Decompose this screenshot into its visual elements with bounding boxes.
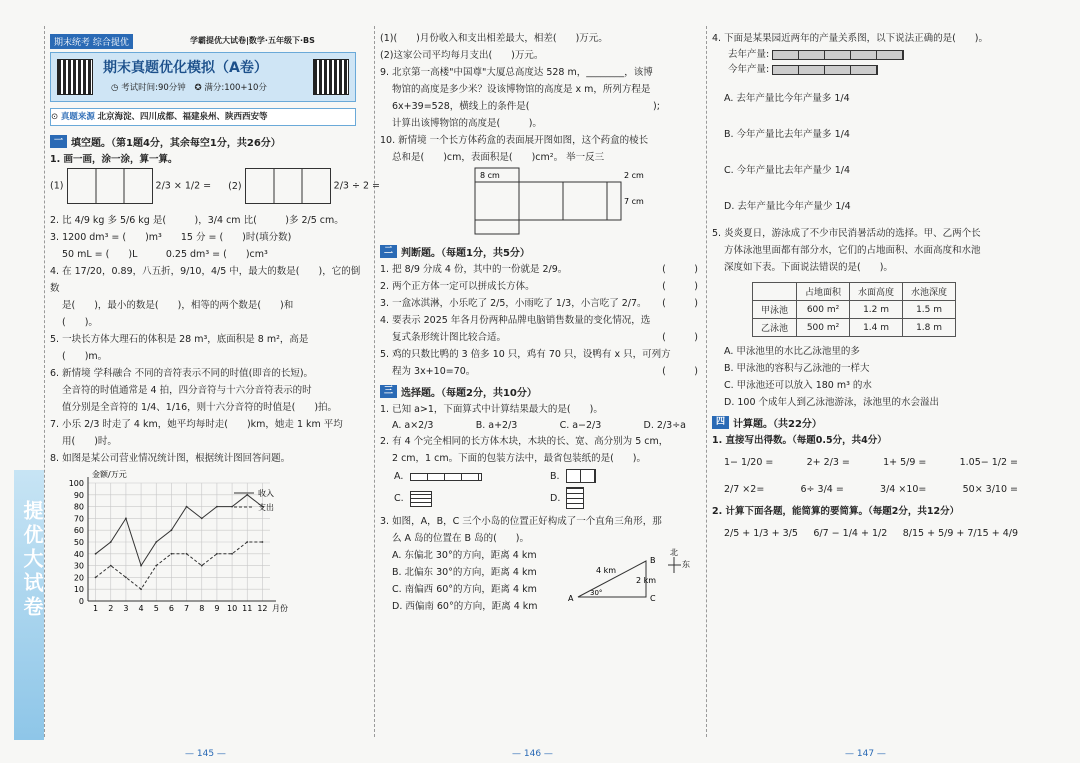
data-point: [246, 494, 248, 496]
table-header: [753, 283, 797, 301]
clock-icon: ◷: [111, 83, 119, 93]
vertex-c: C: [650, 594, 656, 603]
question-4-line-1: 4. 在 17/20，0.89，八五折，9/10，4/5 中，最大的数是( )，它的倒数: [50, 266, 361, 294]
x-axis-label: 月份: [272, 604, 288, 613]
y-tick-label: 30: [73, 561, 84, 571]
choice-2-line-2: 2 cm，1 cm。下面的包装方法中，最省包装纸的是( )。: [392, 453, 646, 464]
y-tick-label: 40: [73, 549, 84, 559]
table-cell: 1.5 m: [903, 301, 956, 319]
calc-item: 50× 3/10 =: [962, 484, 1018, 495]
option-c[interactable]: C. 甲泳池还可以放入 180 m³ 的水: [724, 380, 872, 391]
option-a[interactable]: A. 甲泳池里的水比乙泳池里的多: [724, 346, 860, 357]
data-point: [171, 553, 173, 555]
answer-paren[interactable]: ( ): [662, 366, 698, 377]
data-point: [125, 518, 127, 520]
answer-paren[interactable]: ( ): [662, 332, 698, 343]
qr-code-left[interactable]: [57, 59, 93, 95]
rectangle-diagram: [245, 168, 331, 204]
x-tick-label: 8: [199, 604, 205, 613]
question-2: 2. 比 4/9 kg 多 5/6 kg 是( )，3/4 cm 比( )多 2/5 cm。: [50, 215, 344, 226]
data-point: [155, 541, 157, 543]
data-point: [110, 565, 112, 567]
judge-1: [380, 261, 698, 278]
option-d[interactable]: D.: [550, 493, 561, 504]
data-point: [186, 553, 188, 555]
question-4-line-2: 是( )，最小的数是( )，相等的两个数是( )和: [62, 300, 294, 311]
section-judge: [380, 244, 698, 259]
question-1: 1. 画一画，涂一涂，算一算。: [50, 154, 178, 165]
x-tick-label: 1: [93, 604, 99, 613]
data-point: [216, 553, 218, 555]
question-3-line-2: 50 mL = ( )L 0.25 dm³ = ( )cm³: [62, 249, 268, 260]
table-cell: 500 m²: [797, 319, 850, 337]
section-number: 二: [380, 245, 397, 258]
question-7-line-2: 用( )时。: [62, 436, 117, 447]
q1b-expression: 2/3 ÷ 2 =: [333, 180, 380, 192]
question-5-line-2: 方体泳池里面都有部分水，它们的占地面积、水面高度和水池: [724, 245, 981, 256]
calc-item: 1− 1/20 =: [724, 457, 774, 468]
table-cell: 1.8 m: [903, 319, 956, 337]
page-number: — 146 —: [512, 749, 553, 759]
x-tick-label: 11: [242, 604, 253, 613]
x-tick-label: 3: [123, 604, 129, 613]
judge-3: [380, 295, 698, 312]
width-label: 8 cm: [480, 171, 500, 180]
section-fill-blank: [50, 134, 368, 149]
table-header: 水面高度: [850, 283, 903, 301]
this-year-bar-row: [712, 62, 1030, 77]
y-tick-label: 80: [73, 502, 84, 512]
data-point: [140, 588, 142, 590]
x-tick-label: 2: [108, 604, 114, 613]
header-badge: 期末统考 综合提优: [50, 34, 133, 49]
option-c[interactable]: C. 南偏西 60°的方向，距离 4 km: [392, 584, 537, 595]
column-3: [712, 30, 1030, 739]
option-d[interactable]: D. 2/3÷a: [643, 420, 686, 431]
y-tick-label: 90: [73, 490, 84, 500]
this-year-bar: [772, 65, 878, 75]
answer-paren[interactable]: ( ): [662, 298, 698, 309]
option-b[interactable]: B. a+2/3: [475, 420, 518, 431]
table-header: 水池深度: [903, 283, 956, 301]
option-b[interactable]: B.: [550, 471, 560, 482]
x-tick-label: 6: [168, 604, 174, 613]
choice-1-options: [380, 418, 698, 433]
vertex-a: A: [568, 594, 574, 603]
binding-line: [44, 26, 45, 737]
option-c[interactable]: C. a−2/3: [559, 420, 602, 431]
exam-score: 满分:100+10分: [204, 83, 267, 93]
q1a-expression: 2/3 × 1/2 =: [155, 180, 212, 192]
choice-2-line-1: 2. 有 4 个完全相同的长方体木块，木块的长、宽、高分别为 5 cm，: [380, 436, 669, 447]
data-point: [246, 541, 248, 543]
x-tick-label: 9: [214, 604, 220, 613]
data-point: [231, 553, 233, 555]
exam-title: 期末真题优化模拟（A卷）: [103, 60, 268, 76]
table-cell: 甲泳池: [753, 301, 797, 319]
pin-icon: ⊙: [51, 112, 59, 122]
question-9-line-2: 物馆的高度是多少米？设该博物馆的高度是 x m，所列方程是: [392, 84, 651, 95]
option-c[interactable]: C. 今年产量比去年产量少 1/4: [724, 165, 850, 176]
calc-item: 8/15 + 5/9 + 7/15 + 4/9: [902, 528, 1018, 539]
data-point: [125, 577, 127, 579]
column-divider: [706, 26, 707, 737]
q1a-label: (1): [50, 180, 64, 192]
legend-label: 收入: [258, 489, 274, 498]
calc-row-3: [712, 520, 1030, 547]
last-year-bar: [772, 50, 904, 60]
source-text: 北京海淀、四川成都、福建泉州、陕西西安等: [97, 112, 268, 122]
table-row: [753, 319, 956, 337]
judge-4-line-2: [380, 329, 698, 346]
line-chart: [50, 467, 290, 617]
choice-3-line-2: 么 A 岛的位置在 B 岛的( )。: [392, 533, 530, 544]
section-choice: [380, 384, 698, 399]
option-d[interactable]: D. 100 个成年人到乙泳池游泳，泳池里的水会溢出: [724, 397, 940, 408]
choice-2-options: [380, 467, 698, 513]
y-axis-label: 金额/万元: [92, 470, 127, 479]
x-tick-label: 10: [226, 604, 238, 613]
angle-label: 30°: [590, 589, 603, 597]
calc-item: 2+ 2/3 =: [806, 457, 850, 468]
option-d[interactable]: D. 西偏南 60°的方向，距离 4 km: [392, 601, 538, 612]
box-net-diagram: [380, 166, 680, 236]
calc-2: 2. 计算下面各题，能简算的要简算。（每题2分，共12分）: [712, 506, 960, 517]
data-point: [231, 506, 233, 508]
section-title: 填空题。（第1题4分，其余每空1分，共26分）: [71, 138, 281, 149]
question-5-line-2: ( )m。: [62, 351, 108, 362]
judge-1-text: 1. 把 8/9 分成 4 份，其中的一份就是 2/9。: [380, 264, 568, 275]
side-bc-label: 2 km: [636, 576, 657, 585]
calc-item: 2/7 ×2=: [724, 484, 765, 495]
package-d-shape: [566, 487, 584, 509]
question-5-line-1: 5. 一块长方体大理石的体积是 28 m³，底面积是 8 m²，高是: [50, 334, 309, 345]
y-tick-label: 20: [73, 573, 84, 583]
question-6-line-3: 值分别是全音符的 1/4、1/16，则十六分音符的时值是( )拍。: [62, 402, 338, 413]
exam-meta: [111, 81, 267, 93]
section-number: 一: [50, 135, 67, 148]
data-point: [171, 529, 173, 531]
star-icon: ✪: [194, 83, 202, 93]
source-label: 真题来源: [60, 112, 95, 122]
north-label: 北: [670, 548, 678, 557]
height-label-1: 2 cm: [624, 171, 644, 180]
question-6-line-2: 全音符的时值通常是 4 拍，四分音符与十六分音符表示的时: [62, 385, 312, 396]
last-year-bar-row: [712, 47, 1030, 62]
option-c[interactable]: C.: [394, 493, 404, 504]
choice-1: 1. 已知 a>1，下面算式中计算结果最大的是( )。: [380, 404, 603, 415]
judge-5-line-2: [380, 363, 698, 380]
triangle-diagram: [566, 547, 694, 607]
section-number: 四: [712, 416, 729, 429]
page-number: — 147 —: [845, 749, 886, 759]
x-tick-label: 12: [257, 604, 268, 613]
calc-1: 1. 直接写出得数。（每题0.5分，共4分）: [712, 435, 887, 446]
q8-sub-2: (2)这家公司平均每月支出( )万元。: [380, 50, 544, 61]
question-4: 4. 下面是某果园近两年的产量关系图，以下说法正确的是( )。: [712, 33, 988, 44]
question-10-line-1: 10. 新情境 一个长方体药盒的表面展开图如图，这个药盒的棱长: [380, 135, 649, 146]
data-point: [155, 565, 157, 567]
question-5-line-1: 5. 炎炎夏日，游泳成了不少市民消暑活动的选择。甲、乙两个长: [712, 228, 981, 239]
calc-row-1: [712, 449, 1030, 476]
legend-label: 支出: [258, 503, 274, 512]
table-header-row: [753, 283, 956, 301]
choice-3-line-1: 3. 如图，A，B，C 三个小岛的位置正好构成了一个直角三角形，那: [380, 516, 662, 527]
pool-table: [752, 282, 956, 337]
section-title: 计算题。（共22分）: [733, 419, 822, 430]
column-2: [380, 30, 698, 739]
option-b[interactable]: B. 今年产量比去年产量多 1/4: [724, 129, 850, 140]
data-point: [262, 541, 264, 543]
qr-code-right[interactable]: [313, 59, 349, 95]
east-label: 东: [682, 560, 690, 569]
judge-2-text: 2. 两个正方体一定可以拼成长方体。: [380, 281, 535, 292]
question-6-line-1: 6. 新情境 学科融合 不同的音符表示不同的时值(即音的长短)。: [50, 368, 314, 379]
rectangle-diagram: [67, 168, 153, 204]
choice-3-options: [392, 547, 538, 615]
answer-paren[interactable]: ( ): [662, 281, 698, 292]
judge-5-line-1: 5. 鸡的只数比鸭的 3 倍多 10 只，鸡有 70 只，设鸭有 x 只，可列方: [380, 349, 671, 360]
judge-5-text: 程为 3x+10=70。: [392, 366, 476, 377]
column-divider: [374, 26, 375, 737]
x-tick-label: 4: [138, 604, 144, 613]
question-9-line-4: 计算出该博物馆的高度是( )。: [392, 118, 542, 129]
calc-row-2: [712, 476, 1030, 503]
data-point: [95, 577, 97, 579]
option-a[interactable]: A. 东偏北 30°的方向，距离 4 km: [392, 550, 537, 561]
header-series: 学霸提优大试卷|数学·五年级下·BS: [190, 36, 315, 45]
question-9-line-1: 9. 北京第一高楼"中国尊"大厦总高度达 528 m，________，该博: [380, 67, 653, 78]
title-banner: [50, 52, 356, 102]
data-point: [95, 553, 97, 555]
question-4-line-3: ( )。: [62, 317, 98, 328]
y-tick-label: 70: [73, 514, 84, 524]
data-point: [110, 541, 112, 543]
side-text: 提优大试卷: [20, 500, 44, 620]
last-year-label: 去年产量:: [728, 49, 770, 60]
section-title: 选择题。（每题2分，共10分）: [401, 388, 537, 399]
table-cell: 1.2 m: [850, 301, 903, 319]
table-header: 占地面积: [797, 283, 850, 301]
exam-header: [50, 30, 368, 130]
judge-4-line-1: 4. 要表示 2025 年各月份两种品牌电脑销售数量的变化情况，选: [380, 315, 651, 326]
option-a[interactable]: A. a×2/3: [392, 420, 434, 431]
question-9-line-3: 6x+39=528，横线上的条件是( );: [392, 101, 660, 112]
y-tick-label: 50: [73, 538, 84, 547]
y-tick-label: 0: [78, 597, 84, 606]
section-title: 判断题。（每题1分，共5分）: [401, 248, 530, 259]
calc-item: 6/7 − 1/4 + 1/2: [813, 528, 888, 539]
this-year-label: 今年产量:: [728, 64, 770, 75]
data-point: [216, 506, 218, 508]
q1b-label: (2): [228, 180, 242, 192]
option-a[interactable]: A.: [394, 471, 404, 482]
data-point: [201, 565, 203, 567]
option-a[interactable]: A. 去年产量比今年产量多 1/4: [724, 93, 850, 104]
x-tick-label: 5: [153, 604, 159, 613]
height-label-2: 7 cm: [624, 197, 644, 206]
calc-item: 3/4 ×10=: [880, 484, 927, 495]
q8-sub-1: (1)( )月份收入和支出相差最大，相差( )万元。: [380, 33, 608, 44]
package-a-shape: [410, 473, 482, 481]
x-tick-label: 7: [184, 604, 190, 613]
question-1-drawing: [50, 168, 380, 212]
exam-time: 考试时间:90分钟: [121, 83, 186, 93]
y-tick-label: 60: [73, 526, 84, 536]
calc-item: 1.05− 1/2 =: [959, 457, 1018, 468]
column-1: [50, 30, 380, 739]
data-point: [201, 518, 203, 520]
judge-3-text: 3. 一盒冰淇淋，小乐吃了 2/5，小雨吃了 1/3，小言吃了 2/7。: [380, 298, 647, 309]
section-calc: [712, 415, 1030, 430]
option-b[interactable]: B. 甲泳池的容积与乙泳池的一样大: [724, 363, 870, 374]
question-3-line-1: 3. 1200 dm³ = ( )m³ 15 分 = ( )时(填分数): [50, 232, 292, 243]
question-5-line-3: 深度如下表。下面说法错误的是( )。: [724, 262, 893, 273]
side-ab-label: 4 km: [596, 566, 617, 575]
data-point: [186, 506, 188, 508]
calc-item: 2/5 + 1/3 + 3/5: [724, 528, 798, 539]
data-point: [140, 565, 142, 567]
source-bar: [50, 108, 356, 126]
question-10-line-2: 总和是( )cm，表面积是( )cm²。 举一反三: [392, 152, 605, 163]
question-7-line-1: 7. 小乐 2/3 时走了 4 km，她平均每时走( )km，她走 1 km 平均: [50, 419, 343, 430]
table-cell: 1.4 m: [850, 319, 903, 337]
package-c-shape: [410, 491, 432, 507]
answer-paren[interactable]: ( ): [662, 264, 698, 275]
option-b[interactable]: B. 北偏东 30°的方向，距离 4 km: [392, 567, 537, 578]
judge-4-text: 复式条形统计图比较合适。: [392, 332, 507, 343]
page-number: — 145 —: [185, 749, 226, 759]
y-tick-label: 100: [68, 479, 84, 488]
question-8: 8. 如图是某公司营业情况统计图，根据统计图回答问题。: [50, 453, 291, 464]
table-row: [753, 301, 956, 319]
package-b-shape: [566, 469, 596, 483]
table-cell: 乙泳池: [753, 319, 797, 337]
y-tick-label: 10: [73, 585, 84, 595]
judge-2: [380, 278, 698, 295]
calc-item: 6÷ 3/4 =: [800, 484, 844, 495]
section-number: 三: [380, 385, 397, 398]
calc-item: 1+ 5/9 =: [883, 457, 927, 468]
option-d[interactable]: D. 去年产量比今年产量少 1/4: [724, 201, 851, 212]
choice-3-body: [380, 547, 698, 631]
vertex-b: B: [650, 556, 656, 565]
table-cell: 600 m²: [797, 301, 850, 319]
